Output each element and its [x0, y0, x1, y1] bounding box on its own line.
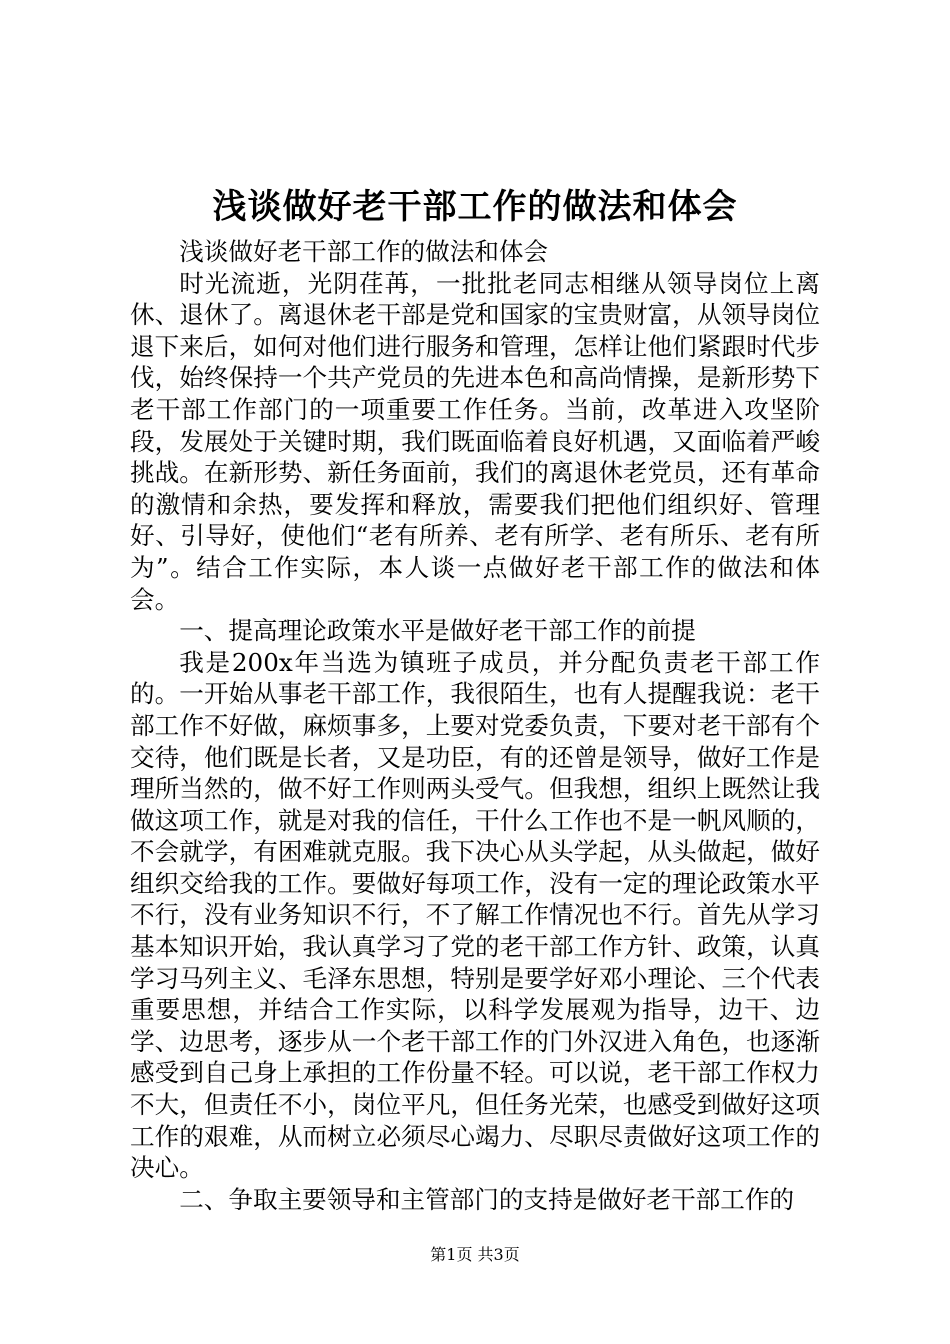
- document-body: [130, 236, 820, 1215]
- paragraph-section-1: 我是200x年当选为镇班子成员，并分配负责老干部工作的。一开始从事老干部工作，我很陌生，也有人提醒我说：老干部工作不好做，麻烦事多，上要对党委负责，下要对老干部有个交待，他们既是长者，又是功臣，有的还曾是领导，做好工作是理所当然的，做不好工作则两头受气。但我想，组织上既然让我做这项工作，就是对我的信任，干什么工作也不是一帆风顺的，不会就学，有困难就克服。我下决心从头学起，从头做起，做好组织交给我的工作。要做好每项工作，没有一定的理论政策水平不行，没有业务知识不行，不了解工作情况也不行。首先从学习基本知识开始，我认真学习了党的老干部工作方针、政策，认真学习马列主义、毛泽东思想，特别是要学好邓小理论、三个代表重要思想，并结合工作实际，以科学发展观为指导，边干、边学、边思考，逐步从一个老干部工作的门外汉进入角色，也逐渐感受到自己身上承担的工作份量不轻。可以说，老干部工作权力不大，但责任不小，岗位平凡，但任务光荣，也感受到做好这项工作的艰难，从而树立必须尽心竭力、尽职尽责做好这项工作的决心。: [130, 647, 820, 1183]
- section-heading-1: 一、提高理论政策水平是做好老干部工作的前提: [179, 616, 696, 646]
- paragraph-subtitle: 浅谈做好老干部工作的做法和体会: [179, 237, 549, 266]
- section-heading-2: 二、争取主要领导和主管部门的支持是做好老干部工作的: [179, 1184, 795, 1214]
- paragraph-intro: 时光流逝，光阴荏苒，一批批老同志相继从领导岗位上离休、退休了。离退休老干部是党和国家的宝贵财富，从领导岗位退下来后，如何对他们进行服务和管理，怎样让他们紧跟时代步伐，始终保持一个共产党员的先进本色和高尚情操，是新形势下老干部工作部门的一项重要工作任务。当前，改革进入攻坚阶段，发展处于关键时期，我们既面临着良好机遇，又面临着严峻挑战。在新形势、新任务面前，我们的离退休老党员，还有革命的激情和余热，要发挥和释放，需要我们把他们组织好、管理好、引导好，使他们“老有所养、老有所学、老有所乐、老有所为”。结合工作实际，本人谈一点做好老干部工作的做法和体会。: [130, 268, 820, 614]
- page-number-footer: 第1页 共3页: [430, 1245, 520, 1264]
- document-title: 浅谈做好老干部工作的做法和体会: [212, 187, 738, 227]
